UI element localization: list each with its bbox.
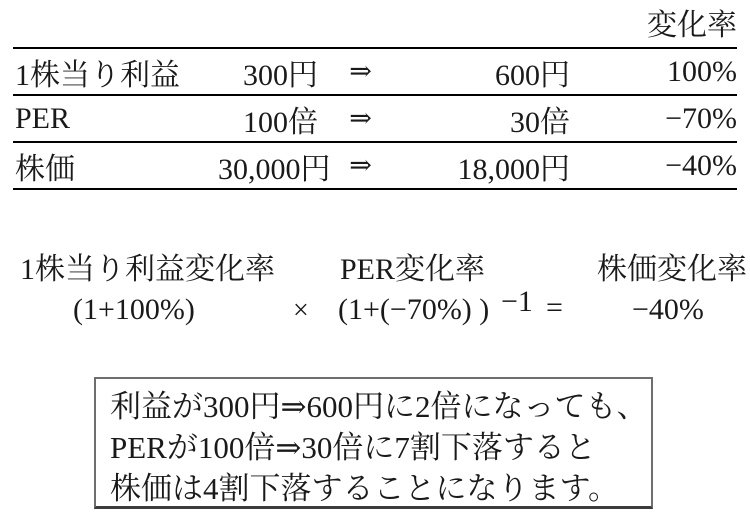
note-box bbox=[94, 377, 653, 509]
formula-exponent: −1 bbox=[501, 285, 533, 318]
equals-icon: = bbox=[546, 291, 563, 324]
arrow-icon: ⇒ bbox=[318, 142, 403, 189]
price-row-label: 株価 bbox=[13, 142, 218, 189]
per-change-value: (1+(−70%) ) bbox=[338, 293, 490, 326]
eps-change-label: 1株当り利益変化率 bbox=[20, 253, 275, 286]
note-line-1: 利益が300円⇒600円に2倍になっても、 bbox=[110, 389, 648, 424]
per-after-value: 30倍 bbox=[403, 95, 570, 142]
eps-rate-value: 100% bbox=[570, 48, 737, 95]
note-line-2: PERが100倍⇒30倍に7割下落すると bbox=[110, 430, 596, 465]
price-change-label: 株価変化率 bbox=[597, 253, 747, 286]
table-row-eps bbox=[13, 48, 737, 95]
arrow-icon: ⇒ bbox=[318, 48, 403, 95]
per-rate-value: −70% bbox=[570, 95, 737, 142]
arrow-icon: ⇒ bbox=[318, 95, 403, 142]
price-change-value: −40% bbox=[632, 293, 704, 326]
per-row-label: PER bbox=[13, 95, 218, 142]
comparison-table bbox=[13, 0, 737, 190]
eps-before-value: 300円 bbox=[218, 48, 318, 95]
eps-after-value: 600円 bbox=[403, 48, 570, 95]
header-spacer bbox=[13, 0, 570, 48]
price-before-value: 30,000円 bbox=[218, 142, 318, 189]
multiply-icon: × bbox=[293, 295, 309, 326]
eps-row-label: 1株当り利益 bbox=[13, 48, 218, 95]
per-before-value: 100倍 bbox=[218, 95, 318, 142]
note-line-3: 株価は4割下落することになります。 bbox=[110, 471, 620, 506]
price-after-value: 18,000円 bbox=[403, 142, 570, 189]
table-row-per bbox=[13, 95, 737, 142]
change-rate-header: 変化率 bbox=[570, 0, 737, 48]
price-rate-value: −40% bbox=[570, 142, 737, 189]
per-change-label: PER変化率 bbox=[340, 253, 486, 286]
table-row-price bbox=[13, 142, 737, 189]
eps-change-value: (1+100%) bbox=[73, 293, 195, 326]
table-header-row bbox=[13, 0, 737, 48]
